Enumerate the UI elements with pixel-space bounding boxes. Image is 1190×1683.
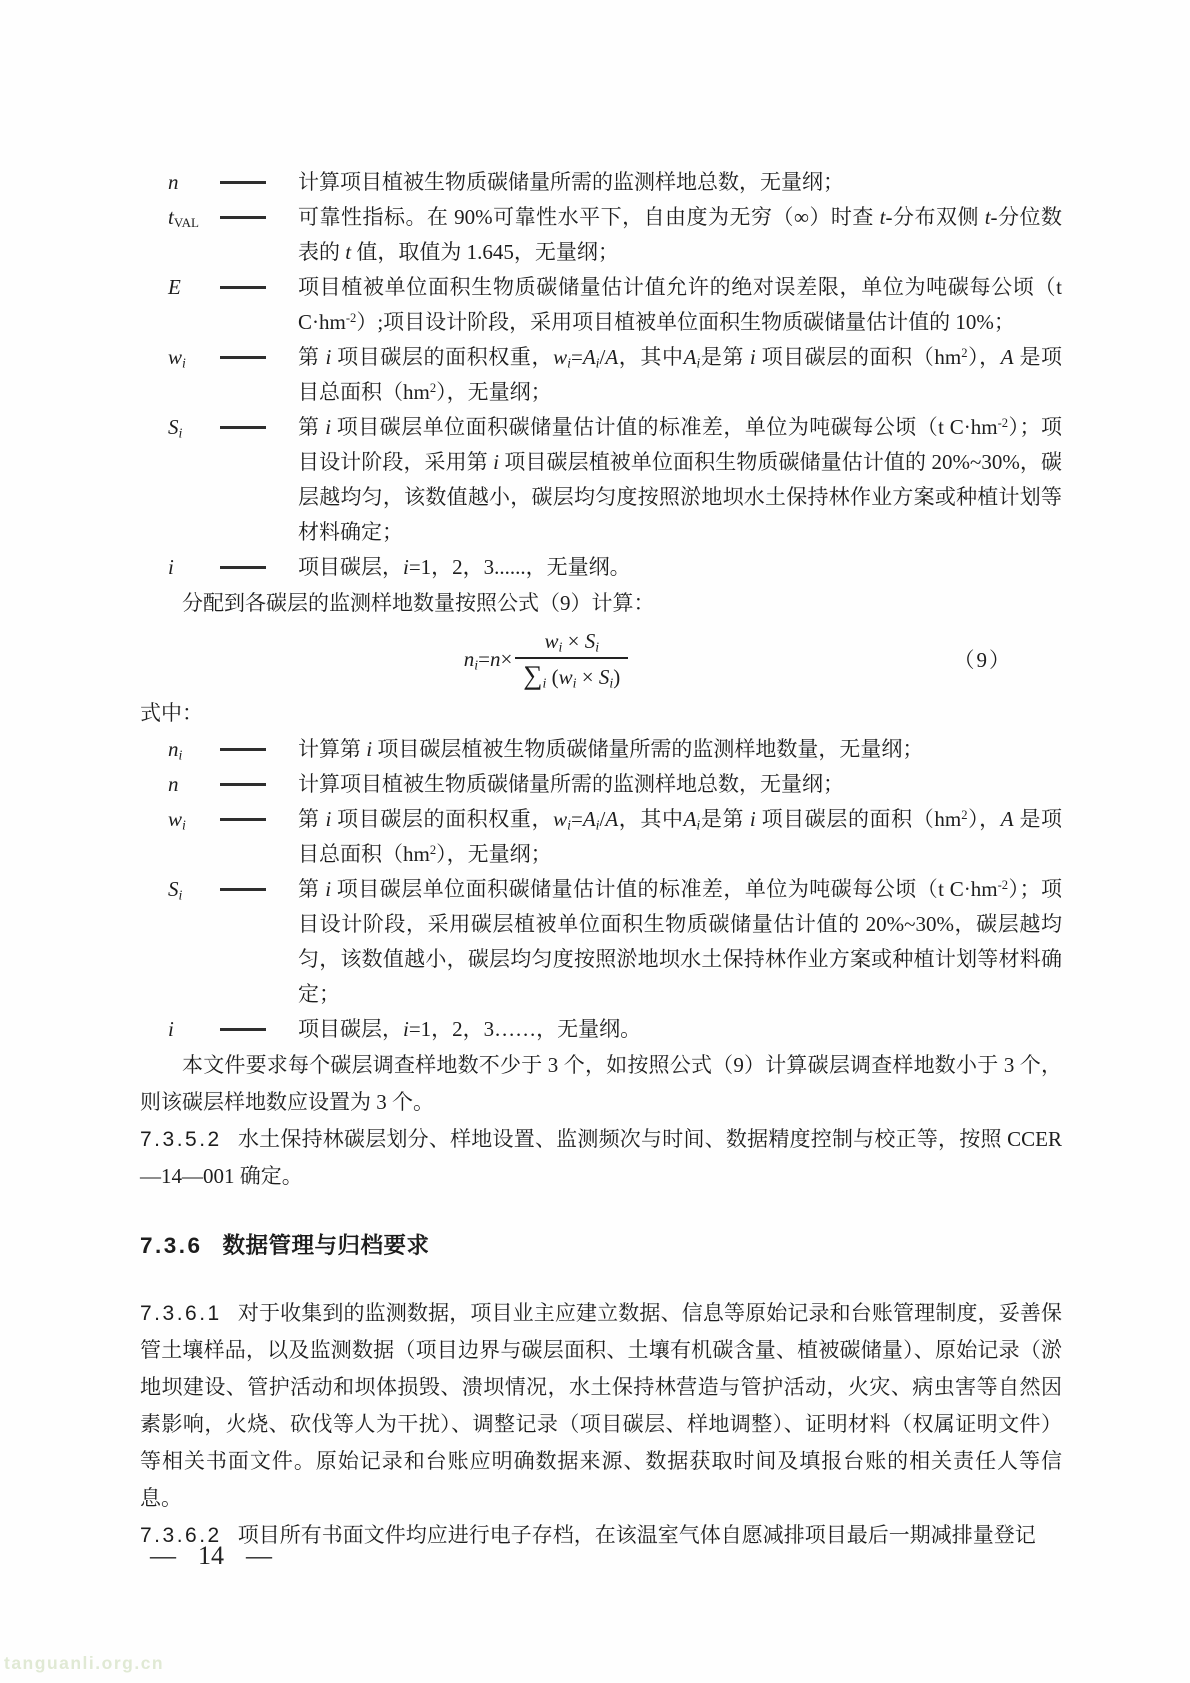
definition-row-si (140, 410, 1062, 550)
dash-line (220, 426, 266, 429)
min-plots-paragraph: 本文件要求每个碳层调查样地数不少于 3 个，如按照公式（9）计算碳层调查样地数小于 3 个，则该碳层样地数应设置为 3 个。 (140, 1053, 1062, 1114)
footer-dash-right: — (246, 1541, 272, 1570)
definition-term: Si (168, 415, 183, 441)
definition-dash (220, 340, 298, 410)
definition-term: E (168, 275, 181, 299)
heading-7-3-6 (140, 1231, 1062, 1261)
clause-7-3-6-2 (140, 1517, 1062, 1554)
dash-line (220, 216, 266, 219)
dash-line (220, 888, 266, 891)
definition-term: tVAL (168, 205, 199, 230)
formula-lhs: ni=n× (463, 646, 513, 672)
definition-dash (220, 165, 298, 200)
definition-row-wi (140, 802, 1062, 872)
clause-number: 7.3.5.2 (140, 1128, 222, 1151)
heading-number: 7.3.6 (140, 1233, 203, 1258)
definition-row-si (140, 872, 1062, 1012)
definition-dash (220, 802, 298, 872)
definition-row-i (140, 550, 1062, 585)
definitions-list-1 (140, 165, 1062, 585)
clause-7-3-6-1 (140, 1295, 1062, 1517)
definition-dash (220, 550, 298, 585)
where-label: 式中： (140, 701, 203, 725)
watermark: tanguanli.org.cn (4, 1653, 165, 1673)
definition-dash (220, 1012, 298, 1047)
page-number: 14 (198, 1541, 224, 1570)
dash-line (220, 1028, 266, 1031)
definition-text: 计算项目植被生物质碳储量所需的监测样地总数，无量纲； (298, 170, 844, 194)
clause-number: 7.3.6.1 (140, 1302, 222, 1325)
clause-text: 项目所有书面文件均应进行电子存档，在该温室气体自愿减排项目最后一期减排量登记 (237, 1523, 1036, 1547)
definition-text: 第 i 项目碳层的面积权重，wi=Ai/A，其中Ai是第 i 项目碳层的面积$(hm^2)$，A 是项目总面积$(hm^2)$，无量纲； (298, 807, 1063, 866)
definition-dash (220, 200, 298, 270)
definition-term: n (168, 772, 179, 796)
definition-dash (220, 872, 298, 1012)
definition-row-n (140, 165, 1062, 200)
dash-line (220, 566, 266, 569)
definition-term: n (168, 170, 179, 194)
definition-row-n (140, 767, 1062, 802)
definition-text: 计算项目植被生物质碳储量所需的监测样地总数，无量纲； (298, 772, 844, 796)
formula-expression (464, 629, 628, 690)
dash-line (220, 181, 266, 184)
equation-number: （9） (953, 648, 1012, 672)
definition-row-e (140, 270, 1062, 340)
dash-line (220, 286, 266, 289)
dash-line (220, 748, 266, 751)
definitions-list-2 (140, 732, 1062, 1047)
dash-line (220, 783, 266, 786)
clause-text: 水土保持林碳层划分、样地设置、监测频次与时间、数据精度控制与校正等，按照 CCER—14—001 确定。 (140, 1127, 1062, 1188)
definition-dash (220, 410, 298, 550)
dash-line (220, 356, 266, 359)
definition-row-ni (140, 732, 1062, 767)
allocation-paragraph: 分配到各碳层的监测样地数量按照公式（9）计算： (182, 591, 655, 615)
page-footer (150, 1541, 272, 1571)
clause-text: 对于收集到的监测数据，项目业主应建立数据、信息等原始记录和台账管理制度，妥善保管土壤样品，以及监测数据（项目边界与碳层面积、土壤有机碳含量、植被碳储量）、原始记录（淤地坝建设、管护活动和坝体损毁、溃坝情况，水土保持林营造与管护活动，火灾、病虫害等自然因素影响，火烧、砍伐等人为干扰）、调整记录（项目碳层、样地调整）、证明材料（权属证明文件）等相关书面文件。原始记录和台账应明确数据来源、数据获取时间及填报台账的相关责任人等信息。 (140, 1301, 1062, 1510)
definition-term: i (168, 555, 174, 579)
definition-row-tval (140, 200, 1062, 270)
definition-term: wi (168, 807, 186, 833)
definition-text: 项目碳层，i=1，2，3……，无量纲。 (298, 1017, 642, 1041)
dash-line (220, 818, 266, 821)
definition-term: i (168, 1017, 174, 1041)
definition-row-i (140, 1012, 1062, 1047)
page-content (140, 165, 1062, 1554)
definition-text: 项目碳层，i=1，2，3......，无量纲。 (298, 555, 631, 579)
definition-term: Si (168, 877, 183, 903)
definition-text: 项目植被单位面积生物质碳储量估计值允许的绝对误差限，单位为吨碳每公顷（t $C\cdot hm^{-2}$）;项目设计阶段，采用项目植被单位面积生物质碳储量估计值的 10%； (298, 275, 1062, 334)
formula-9 (140, 624, 1062, 694)
definition-term: ni (168, 737, 183, 763)
definition-dash (220, 732, 298, 767)
footer-dash-left: — (150, 1541, 176, 1570)
formula-numerator: wi × Si (544, 628, 600, 654)
definition-dash (220, 270, 298, 340)
clause-number: 7.3.6.2 (140, 1524, 222, 1547)
definition-text: 第 i 项目碳层的面积权重，wi=Ai/A，其中Ai是第 i 项目碳层的面积$(hm^2)$，A 是项目总面积$(hm^2)$，无量纲； (298, 345, 1063, 404)
definition-text: 可靠性指标。在 90%可靠性水平下，自由度为无穷（∞）时查 t-分布双侧 t-分位数表的 t 值，取值为 1.645，无量纲； (298, 205, 1062, 264)
formula-fraction (515, 629, 628, 690)
definition-text: 第 i 项目碳层单位面积碳储量估计值的标准差，单位为吨碳每公顷（t $C\cdot hm^{-2}$）；项目设计阶段，采用第 i 项目碳层植被单位面积生物质碳储量估计值的 20%~30%，碳层越均匀，该数值越小，碳层均匀度按照淤地坝水土保持林作业方案或种植计划等材料确定； (298, 415, 1063, 544)
formula-denominator: ∑i (wi × Si) (515, 657, 628, 690)
definition-row-wi (140, 340, 1062, 410)
definition-term: wi (168, 345, 186, 371)
definition-dash (220, 767, 298, 802)
definition-text: 计算第 i 项目碳层植被生物质碳储量所需的监测样地数量，无量纲； (298, 737, 924, 761)
clause-7-3-5-2 (140, 1121, 1062, 1195)
heading-text: 数据管理与归档要求 (222, 1233, 430, 1258)
definition-text: 第 i 项目碳层单位面积碳储量估计值的标准差，单位为吨碳每公顷（t $C\cdot hm^{-2}$）；项目设计阶段，采用碳层植被单位面积生物质碳储量估计值的 20%~30%，碳层越均匀，该数值越小，碳层均匀度按照淤地坝水土保持林作业方案或种植计划等材料确定； (298, 877, 1063, 1006)
